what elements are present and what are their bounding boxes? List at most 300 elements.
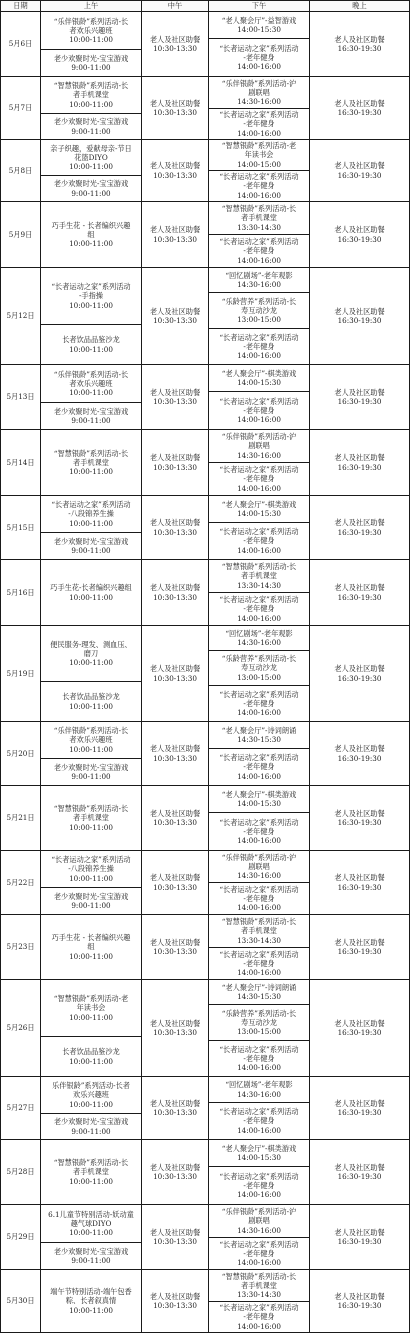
noon-meal-cell xyxy=(142,268,209,365)
morning-activity xyxy=(41,365,142,403)
morning-activity-line: 者欢乐兴趣班 xyxy=(69,25,113,35)
schedule-row xyxy=(1,496,410,523)
afternoon-activity xyxy=(209,77,310,109)
afternoon-activity xyxy=(209,496,310,523)
evening-meal-cell xyxy=(310,560,410,626)
morning-activity xyxy=(41,915,142,980)
morning-activity-line: 组 xyxy=(87,229,95,239)
noon-meal-cell xyxy=(142,1077,209,1140)
afternoon-activity-line: 13:00-15:00 xyxy=(237,315,281,325)
morning-activity xyxy=(41,682,142,722)
noon-meal-line: 老人及社区助餐 xyxy=(149,1227,201,1237)
afternoon-activity-line: 14:00-16:00 xyxy=(237,1258,281,1268)
morning-activity-line: 长者饮品品鉴沙龙 xyxy=(62,1047,120,1057)
evening-meal-cell xyxy=(310,202,410,268)
afternoon-activity-line: -老年健身 xyxy=(243,958,275,968)
afternoon-activity-line: -老年健身 xyxy=(243,762,275,772)
evening-meal-line: 老人及社区助餐 xyxy=(334,744,385,754)
afternoon-activity-line: “老人聚会厅”-诗词朗诵 xyxy=(221,725,297,735)
morning-activity-line: 9:00-11:00 xyxy=(71,546,111,555)
morning-activity-line: 者欢乐兴趣班 xyxy=(69,378,113,388)
noon-meal-cell xyxy=(142,560,209,626)
afternoon-activity-line: “长者运动之家”系列活动 xyxy=(219,237,299,247)
afternoon-activity-line: 14:00-16:00 xyxy=(237,255,281,265)
evening-meal-cell xyxy=(310,1270,410,1333)
morning-activity-line: “智慧银龄”系列活动-长 xyxy=(53,1158,129,1168)
afternoon-activity xyxy=(209,1140,310,1167)
afternoon-activity xyxy=(209,1077,310,1103)
afternoon-activity xyxy=(209,1041,310,1077)
morning-activity-line: 10:00-11:00 xyxy=(69,658,113,668)
afternoon-activity-line: 13:00-15:00 xyxy=(237,1027,281,1037)
afternoon-activity-line: 14:00-15:30 xyxy=(237,799,281,808)
morning-activity-line: 老少欢聚时光-宝宝游戏 xyxy=(53,179,129,189)
morning-activity-line: 10:00-11:00 xyxy=(69,1099,113,1109)
noon-meal-line: 10:30-13:30 xyxy=(153,882,197,892)
morning-activity-line: 年读书会 xyxy=(76,1003,106,1013)
afternoon-activity-line: 剧联唱 xyxy=(248,1216,270,1226)
noon-meal-line: 老人及社区助餐 xyxy=(149,1291,201,1301)
evening-meal-line: 老人及社区助餐 xyxy=(334,387,385,397)
noon-meal-line: 10:30-13:30 xyxy=(153,1172,197,1181)
morning-activity xyxy=(41,176,142,202)
morning-activity xyxy=(41,1037,142,1077)
morning-activity-line: 9:00-11:00 xyxy=(71,1126,111,1136)
schedule-row xyxy=(1,915,410,948)
afternoon-activity xyxy=(209,883,310,915)
noon-meal-line: 老人及社区助餐 xyxy=(149,387,201,397)
morning-activity-line: 10:00-11:00 xyxy=(69,388,113,398)
afternoon-activity-line: “乐伴银龄”系列活动-沪 xyxy=(221,78,297,88)
morning-activity-line: 10:00-11:00 xyxy=(69,1012,113,1022)
schedule-row xyxy=(1,560,410,593)
afternoon-activity-line: “长者运动之家”系列活动 xyxy=(219,1239,299,1249)
morning-activity-line: 端午节特别活动-端午包香 xyxy=(50,1287,132,1297)
evening-meal-line: 老人及社区助餐 xyxy=(334,1291,385,1301)
evening-meal-line: 16:30-19:30 xyxy=(337,753,382,763)
evening-meal-line: 老人及社区助餐 xyxy=(334,1098,385,1108)
morning-activity-line: “乐伴银龄”系列活动-长 xyxy=(53,726,129,736)
afternoon-activity xyxy=(209,948,310,980)
noon-meal-cell xyxy=(142,722,209,786)
noon-meal-line: 老人及社区助餐 xyxy=(149,808,201,818)
noon-meal-cell xyxy=(142,202,209,268)
morning-activity-line: -手指操 xyxy=(79,291,103,301)
afternoon-activity-line: 14:30-16:00 xyxy=(237,871,281,881)
afternoon-activity-line: -老年健身 xyxy=(243,181,275,191)
afternoon-activity xyxy=(209,235,310,268)
morning-activity xyxy=(41,202,142,268)
evening-meal-line: 16:30-19:30 xyxy=(337,947,382,956)
morning-activity-line: 10:00-11:00 xyxy=(69,951,113,961)
evening-meal-line: 老人及社区助餐 xyxy=(334,1227,385,1237)
afternoon-activity xyxy=(209,268,310,293)
afternoon-activity-line: 14:00-15:30 xyxy=(237,25,281,34)
afternoon-activity-line: 14:00-16:00 xyxy=(237,190,281,200)
afternoon-activity-line: 14:00-16:00 xyxy=(237,128,281,138)
evening-meal-line: 16:30-19:30 xyxy=(337,592,382,602)
schedule-row xyxy=(1,1205,410,1238)
evening-meal-cell xyxy=(310,1077,410,1140)
evening-meal-cell xyxy=(310,430,410,496)
noon-meal-cell xyxy=(142,365,209,430)
morning-activity-line: 9:00-11:00 xyxy=(71,1256,111,1265)
evening-meal-cell xyxy=(310,1140,410,1205)
evening-meal-cell xyxy=(310,915,410,980)
evening-meal-line: 老人及社区助餐 xyxy=(334,808,385,818)
evening-meal-line: 16:30-19:30 xyxy=(337,316,382,325)
date-cell: 5月20日 xyxy=(1,722,41,786)
noon-meal-line: 老人及社区助餐 xyxy=(149,225,201,235)
afternoon-activity-line: “乐伴银龄”系列活动-沪 xyxy=(221,1207,297,1217)
afternoon-activity-line: 14:30-16:00 xyxy=(237,450,281,460)
evening-meal-cell xyxy=(310,496,410,560)
afternoon-activity-line: -老年健身 xyxy=(243,1248,275,1258)
evening-meal-cell xyxy=(310,786,410,851)
evening-meal-line: 老人及社区助餐 xyxy=(334,306,385,316)
afternoon-activity-line: “回忆剧场”-老年观影 xyxy=(225,628,293,638)
afternoon-activity xyxy=(209,1167,310,1205)
afternoon-activity-line: 14:00-16:00 xyxy=(237,708,281,718)
afternoon-activity-line: “长者运动之家”系列活动 xyxy=(219,43,299,53)
evening-meal-line: 16:30-19:30 xyxy=(337,1028,382,1037)
schedule-row xyxy=(1,202,410,235)
morning-activity-line: 10:00-11:00 xyxy=(69,744,113,754)
noon-meal-line: 老人及社区助餐 xyxy=(149,744,201,754)
evening-meal-line: 老人及社区助餐 xyxy=(334,453,385,463)
header-am: 上午 xyxy=(41,1,142,12)
evening-meal-line: 16:30-19:30 xyxy=(337,527,382,537)
morning-activity xyxy=(41,533,142,560)
morning-activity-line: 巧手生花-长者编织兴趣组 xyxy=(50,583,132,593)
noon-meal-cell xyxy=(142,851,209,915)
afternoon-activity-line: “长者运动之家”系列活动 xyxy=(219,1171,299,1181)
morning-activity-line: 9:00-11:00 xyxy=(71,188,111,198)
afternoon-activity-line: -老年健身 xyxy=(243,52,275,62)
evening-meal-line: 16:30-19:30 xyxy=(337,170,382,180)
afternoon-activity xyxy=(209,1205,310,1238)
morning-activity-line: -八段锦养生操 xyxy=(68,509,114,519)
date-cell: 5月30日 xyxy=(1,1270,41,1333)
evening-meal-line: 16:30-19:30 xyxy=(337,462,382,472)
morning-activity-line: 欢乐兴趣班 xyxy=(73,1090,109,1100)
header-pm: 下午 xyxy=(209,1,310,12)
afternoon-activity xyxy=(209,12,310,39)
afternoon-activity-line: “长者运动之家”系列活动 xyxy=(219,817,299,827)
afternoon-activity-line: “长者运动之家”系列活动 xyxy=(219,1044,299,1054)
afternoon-activity-line: 14:30-16:00 xyxy=(237,638,281,647)
afternoon-activity-line: -老年健身 xyxy=(243,604,275,614)
date-cell: 5月26日 xyxy=(1,980,41,1077)
morning-activity-line: 6.1儿童节特别活动-妖动童 xyxy=(48,1209,134,1219)
afternoon-activity-line: 14:00-15:30 xyxy=(237,1153,281,1162)
afternoon-activity xyxy=(209,686,310,722)
afternoon-activity-line: “老人聚会厅”-棋类游戏 xyxy=(221,1143,297,1153)
afternoon-activity-line: 14:00-15:30 xyxy=(237,509,281,518)
evening-meal-cell xyxy=(310,268,410,365)
morning-activity-line: 9:00-11:00 xyxy=(71,63,111,72)
morning-activity xyxy=(41,980,142,1037)
evening-meal-line: 16:30-19:30 xyxy=(337,1172,382,1181)
afternoon-activity xyxy=(209,651,310,686)
evening-meal-cell xyxy=(310,77,410,140)
afternoon-activity-line: “长者运动之家”系列活动 xyxy=(219,527,299,537)
afternoon-activity-line: 者手机课堂 xyxy=(241,1280,277,1290)
afternoon-activity xyxy=(209,109,310,140)
afternoon-activity-line: 14:30-16:00 xyxy=(237,280,281,289)
morning-activity-line: 10:00-11:00 xyxy=(69,1305,113,1315)
date-cell: 5月23日 xyxy=(1,915,41,980)
afternoon-activity-line: 14:00-16:00 xyxy=(237,483,281,493)
afternoon-activity-line: “长者运动之家”系列活动 xyxy=(219,884,299,894)
noon-meal-line: 老人及社区助餐 xyxy=(149,937,201,947)
noon-meal-cell xyxy=(142,1205,209,1270)
morning-activity-line: 10:00-11:00 xyxy=(69,162,113,172)
afternoon-activity xyxy=(209,722,310,749)
afternoon-activity xyxy=(209,626,310,651)
afternoon-activity-line: 剧联唱 xyxy=(248,87,270,97)
morning-activity-line: 老少欢聚时光-宝宝游戏 xyxy=(53,117,129,127)
morning-activity-line: 趣气球DIYO xyxy=(70,1218,112,1228)
morning-activity-line: 乐伴银龄”系列活动-长者 xyxy=(52,1081,130,1091)
header-eve: 晚上 xyxy=(310,1,410,12)
afternoon-activity xyxy=(209,523,310,560)
afternoon-activity-line: 14:30-15:30 xyxy=(237,992,281,1001)
morning-activity-line: 老少欢聚时光-宝宝游戏 xyxy=(53,406,129,416)
noon-meal-line: 10:30-13:30 xyxy=(153,818,197,827)
morning-activity xyxy=(41,140,142,176)
afternoon-activity-line: 14:00-16:00 xyxy=(237,545,281,555)
afternoon-activity-line: “老人聚会厅”-棋类游戏 xyxy=(221,368,297,378)
morning-activity xyxy=(41,851,142,888)
morning-activity-line: 10:00-11:00 xyxy=(69,300,113,310)
afternoon-activity xyxy=(209,1270,310,1302)
afternoon-activity-line: 者手机课堂 xyxy=(241,926,277,936)
noon-meal-cell xyxy=(142,496,209,560)
afternoon-activity-line: -老年健身 xyxy=(243,893,275,903)
date-cell: 5月28日 xyxy=(1,1140,41,1205)
morning-activity-line: 长者饮品品鉴沙龙 xyxy=(62,335,120,345)
morning-activity-line: 老少欢聚时光-宝宝游戏 xyxy=(53,762,129,772)
morning-activity xyxy=(41,325,142,365)
afternoon-activity-line: “乐龄营养”系列活动-长 xyxy=(221,1008,297,1018)
morning-activity-line: 者手机课堂 xyxy=(73,813,109,823)
morning-activity-line: “长者运动之家”系列活动 xyxy=(51,855,131,865)
afternoon-activity-line: “智慧银龄”系列活动-长 xyxy=(221,204,297,214)
morning-activity xyxy=(41,50,142,77)
evening-meal-line: 老人及社区助餐 xyxy=(334,873,385,883)
afternoon-activity-line: “长者运动之家”系列活动 xyxy=(219,753,299,763)
morning-activity xyxy=(41,888,142,915)
schedule-row xyxy=(1,1140,410,1167)
afternoon-activity-line: “回忆剧场”-老年观影 xyxy=(225,270,293,280)
date-cell: 5月12日 xyxy=(1,268,41,365)
date-cell: 5月29日 xyxy=(1,1205,41,1270)
noon-meal-cell xyxy=(142,786,209,851)
afternoon-activity-line: “长者运动之家”系列活动 xyxy=(219,1107,299,1117)
schedule-row xyxy=(1,77,410,109)
afternoon-activity xyxy=(209,851,310,883)
afternoon-activity xyxy=(209,329,310,365)
morning-activity-line: 9:00-11:00 xyxy=(71,901,111,910)
morning-activity-line: 者手机课堂 xyxy=(73,1167,109,1177)
afternoon-activity-line: “长者运动之家”系列活动 xyxy=(219,465,299,475)
afternoon-activity-line: 14:00-15:00 xyxy=(237,159,281,169)
morning-activity-line: 巧手生花 - 长者编织兴趣 xyxy=(51,933,131,943)
afternoon-activity-line: “回忆剧场”-老年观影 xyxy=(225,1080,293,1090)
date-cell: 5月9日 xyxy=(1,202,41,268)
schedule-row xyxy=(1,722,410,749)
afternoon-activity-line: -老年健身 xyxy=(243,1180,275,1190)
afternoon-activity-line: “老人聚会厅”-益智游戏 xyxy=(221,15,297,25)
morning-activity-line: 10:00-11:00 xyxy=(69,822,113,832)
morning-activity xyxy=(41,268,142,325)
afternoon-activity-line: 13:30-14:30 xyxy=(237,580,281,590)
noon-meal-line: 10:30-13:30 xyxy=(153,1237,197,1246)
afternoon-activity-line: 年读书会 xyxy=(244,150,274,160)
evening-meal-line: 16:30-19:30 xyxy=(337,882,382,892)
afternoon-activity-line: 14:00-16:00 xyxy=(237,613,281,623)
afternoon-activity-line: “智慧银龄”系列活动-老 xyxy=(221,141,297,151)
evening-meal-line: 老人及社区助餐 xyxy=(334,937,385,947)
evening-meal-cell xyxy=(310,626,410,722)
afternoon-activity-line: 14:00-16:00 xyxy=(237,968,281,978)
afternoon-activity-line: -老年健身 xyxy=(243,405,275,415)
header-row xyxy=(1,1,410,12)
morning-activity-line: “长者运动之家”系列活动 xyxy=(51,500,131,510)
evening-meal-line: 老人及社区助餐 xyxy=(334,583,385,593)
afternoon-activity-line: -老年健身 xyxy=(243,1116,275,1126)
morning-activity-line: 10:00-11:00 xyxy=(69,1176,113,1186)
noon-meal-line: 10:30-13:30 xyxy=(153,170,197,180)
afternoon-activity-line: “乐伴银龄”系列活动-沪 xyxy=(221,852,297,862)
afternoon-activity xyxy=(209,915,310,948)
schedule-row xyxy=(1,268,410,293)
noon-meal-line: 老人及社区助餐 xyxy=(149,873,201,883)
evening-meal-line: 16:30-19:30 xyxy=(337,673,382,683)
afternoon-activity-line: -老年健身 xyxy=(243,698,275,708)
morning-activity-line: 10:00-11:00 xyxy=(69,344,113,354)
afternoon-activity-line: 14:00-16:00 xyxy=(237,62,281,72)
noon-meal-line: 10:30-13:30 xyxy=(153,44,197,53)
noon-meal-cell xyxy=(142,626,209,722)
afternoon-activity xyxy=(209,1238,310,1270)
morning-activity xyxy=(41,12,142,50)
afternoon-activity-line: 13:30-14:30 xyxy=(237,935,281,945)
afternoon-activity-line: “智慧银龄”系列活动-长 xyxy=(221,562,297,572)
afternoon-activity xyxy=(209,202,310,235)
evening-meal-line: 老人及社区助餐 xyxy=(334,664,385,674)
noon-meal-cell xyxy=(142,430,209,496)
evening-meal-line: 16:30-19:30 xyxy=(337,1108,382,1117)
afternoon-activity-line: -老年健身 xyxy=(243,536,275,546)
afternoon-activity-line: “智慧银龄”系列活动-长 xyxy=(221,917,297,927)
noon-meal-line: 10:30-13:30 xyxy=(153,108,197,117)
noon-meal-line: 老人及社区助餐 xyxy=(149,98,201,108)
schedule-body xyxy=(1,12,410,1333)
afternoon-activity-line: “老人聚会厅”-棋类游戏 xyxy=(221,789,297,799)
schedule-row xyxy=(1,140,410,171)
morning-activity xyxy=(41,1140,142,1205)
morning-activity-line: 老少欢聚时光-宝宝游戏 xyxy=(53,53,129,63)
morning-activity xyxy=(41,1077,142,1114)
evening-meal-line: 16:30-19:30 xyxy=(337,818,382,827)
morning-activity-line: “智慧银龄”系列活动-长 xyxy=(53,804,129,814)
afternoon-activity-line: 寿互动沙龙 xyxy=(241,305,277,315)
morning-activity-line: 便民服务-理发、测血压、 xyxy=(50,639,132,649)
noon-meal-cell xyxy=(142,980,209,1077)
afternoon-activity xyxy=(209,293,310,329)
evening-meal-cell xyxy=(310,722,410,786)
noon-meal-line: 老人及社区助餐 xyxy=(149,1018,201,1028)
evening-meal-line: 老人及社区助餐 xyxy=(334,161,385,171)
evening-meal-cell xyxy=(310,980,410,1077)
afternoon-activity-line: 寿互动沙龙 xyxy=(241,1017,277,1027)
noon-meal-cell xyxy=(142,1140,209,1205)
morning-activity-line: 巧手生花 - 长者编织兴趣 xyxy=(51,220,131,230)
afternoon-activity-line: 13:00-15:00 xyxy=(237,672,281,682)
afternoon-activity-line: -老年健身 xyxy=(243,474,275,484)
morning-activity-line: “智慧银龄”系列活动-老 xyxy=(53,994,129,1004)
noon-meal-line: 10:30-13:30 xyxy=(153,592,197,602)
schedule-row xyxy=(1,430,410,463)
afternoon-activity-line: -老年健身 xyxy=(243,119,275,129)
noon-meal-line: 老人及社区助餐 xyxy=(149,453,201,463)
noon-meal-line: 老人及社区助餐 xyxy=(149,161,201,171)
header-noon: 中午 xyxy=(142,1,209,12)
afternoon-activity xyxy=(209,813,310,851)
morning-activity-line: 10:00-11:00 xyxy=(69,467,113,477)
morning-activity-line: 老少欢聚时光-宝宝游戏 xyxy=(53,1246,129,1256)
afternoon-activity-line: -老年健身 xyxy=(243,826,275,836)
morning-activity-line: 10:00-11:00 xyxy=(69,1056,113,1066)
evening-meal-line: 老人及社区助餐 xyxy=(334,34,385,44)
morning-activity-line: 10:00-11:00 xyxy=(69,873,113,883)
noon-meal-cell xyxy=(142,1270,209,1333)
afternoon-activity-line: 14:00-15:30 xyxy=(237,378,281,387)
morning-activity-line: -八段锦养生操 xyxy=(68,864,114,874)
afternoon-activity-line: 寿互动沙龙 xyxy=(241,663,277,673)
morning-activity-line: 者手机课堂 xyxy=(73,90,109,100)
morning-activity-line: 组 xyxy=(87,942,95,952)
afternoon-activity xyxy=(209,392,310,430)
afternoon-activity-line: 14:00-16:00 xyxy=(237,903,281,913)
noon-meal-line: 10:30-13:30 xyxy=(153,753,197,763)
afternoon-activity-line: “乐龄营养”系列活动-长 xyxy=(221,296,297,306)
noon-meal-line: 10:30-13:30 xyxy=(153,947,197,956)
morning-activity xyxy=(41,786,142,851)
noon-meal-line: 10:30-13:30 xyxy=(153,673,197,683)
morning-activity xyxy=(41,722,142,759)
afternoon-activity-line: 13:30-14:30 xyxy=(237,1290,281,1300)
afternoon-activity-line: 14:00-16:00 xyxy=(237,1063,281,1073)
morning-activity-line: “乐伴银龄”系列活动-长 xyxy=(53,369,129,379)
morning-activity xyxy=(41,759,142,786)
evening-meal-line: 16:30-19:30 xyxy=(337,397,382,406)
afternoon-activity-line: “长者运动之家”系列活动 xyxy=(219,110,299,120)
noon-meal-line: 老人及社区助餐 xyxy=(149,34,201,44)
evening-meal-line: 老人及社区助餐 xyxy=(334,518,385,528)
date-cell: 5月15日 xyxy=(1,496,41,560)
noon-meal-line: 10:30-13:30 xyxy=(153,1108,197,1117)
schedule-row xyxy=(1,1270,410,1302)
date-cell: 5月6日 xyxy=(1,12,41,77)
afternoon-activity-line: -老年健身 xyxy=(243,1312,275,1322)
noon-meal-cell xyxy=(142,140,209,202)
morning-activity-line: 者手机课堂 xyxy=(73,457,109,467)
date-cell: 5月13日 xyxy=(1,365,41,430)
noon-meal-line: 老人及社区助餐 xyxy=(149,518,201,528)
